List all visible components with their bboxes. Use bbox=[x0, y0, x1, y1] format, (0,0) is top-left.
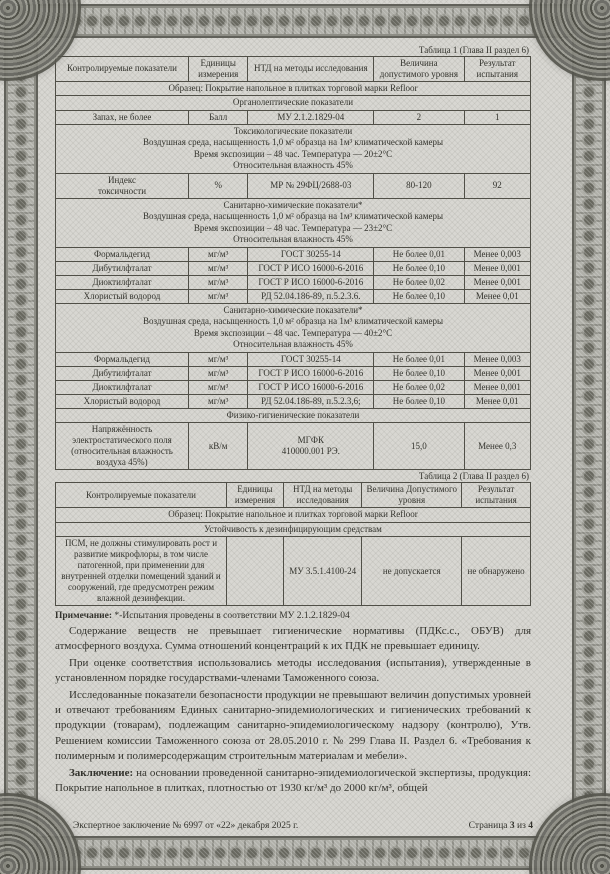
section-cell: Санитарно-химические показатели* Воздушная среда, насыщенность 1,0 м² образца на 1м³ климатической камеры Время экспозиции – 48 час. Температура — 40±2°С Относительная влажность 45% bbox=[56, 303, 531, 352]
table-cell: мг/м³ bbox=[189, 394, 248, 408]
page-indicator: Страница 3 из 4 bbox=[468, 821, 533, 831]
test-results-table-1 bbox=[55, 56, 531, 470]
table-cell: РД 52.04.186-89, п.5.2.3.6. bbox=[248, 289, 374, 303]
section-row bbox=[56, 408, 531, 423]
footer bbox=[55, 821, 533, 831]
table-row bbox=[56, 289, 531, 303]
table-row bbox=[56, 352, 531, 366]
section-row bbox=[56, 508, 531, 523]
table-cell: Балл bbox=[189, 110, 248, 124]
table-cell: МГФК 410000.001 РЭ. bbox=[248, 423, 374, 470]
note-label: Примечание: bbox=[55, 610, 113, 621]
table-row bbox=[56, 261, 531, 275]
table-cell: не обнаружено bbox=[462, 537, 531, 606]
table-cell: Формальдегид bbox=[56, 248, 189, 262]
table-cell: ГОСТ Р ИСО 16000-6-2016 bbox=[248, 261, 374, 275]
section-cell: Устойчивость к дезинфицирующим средствам bbox=[56, 522, 531, 537]
conclusion-label: Заключение: bbox=[69, 766, 134, 779]
table-cell: 2 bbox=[374, 110, 464, 124]
guilloche-border-left-icon bbox=[4, 4, 38, 870]
table-row bbox=[56, 366, 531, 380]
section-row bbox=[56, 81, 531, 96]
column-header: Величина Допустимого уровня bbox=[362, 483, 462, 508]
table-cell: Менее 0,01 bbox=[464, 394, 531, 408]
table1-caption: Таблица 1 (Глава II раздел 6) bbox=[418, 45, 529, 55]
table-cell: РД 52.04.186-89, п.5.2.3,6; bbox=[248, 394, 374, 408]
table-cell: Не более 0,01 bbox=[374, 352, 464, 366]
table-cell: Менее 0,003 bbox=[464, 248, 531, 262]
table-cell: мг/м³ bbox=[189, 275, 248, 289]
table-cell: Напряжённость электростатического поля (относительная влажность воздуха 45%) bbox=[56, 423, 189, 470]
table-row bbox=[56, 380, 531, 394]
table-cell: % bbox=[189, 174, 248, 199]
column-header: Величина допустимого уровня bbox=[374, 57, 464, 82]
test-results-table-2 bbox=[55, 482, 531, 606]
note-line bbox=[55, 611, 531, 621]
table-cell: мг/м³ bbox=[189, 261, 248, 275]
column-header: НТД на методы исследования bbox=[284, 483, 362, 508]
table-cell: ГОСТ Р ИСО 16000-6-2016 bbox=[248, 275, 374, 289]
table-cell: мг/м³ bbox=[189, 380, 248, 394]
body-paragraph-1: Содержание веществ не превышает гигиенические нормативы (ПДКс.с., ОБУВ) для атмосферного воздуха. Сумма отношений концентраций к их ПДК не превышает единицу. bbox=[55, 624, 531, 653]
column-header: НТД на методы исследования bbox=[248, 57, 374, 82]
corner-rosette-top-right-icon bbox=[532, 0, 610, 78]
table-cell: Менее 0,01 bbox=[464, 289, 531, 303]
table-cell: МР № 29ФЦ/2688-03 bbox=[248, 174, 374, 199]
table-cell: Запах, не более bbox=[56, 110, 189, 124]
table-cell: 15,0 bbox=[374, 423, 464, 470]
table-row bbox=[56, 537, 531, 606]
table2-caption: Таблица 2 (Глава II раздел 6) bbox=[418, 471, 529, 482]
section-row bbox=[56, 96, 531, 111]
table-cell: Формальдегид bbox=[56, 352, 189, 366]
table-cell: Менее 0,001 bbox=[464, 261, 531, 275]
table-cell: 80-120 bbox=[374, 174, 464, 199]
table-cell: мг/м³ bbox=[189, 352, 248, 366]
table-cell: ГОСТ Р ИСО 16000-6-2016 bbox=[248, 366, 374, 380]
table-row bbox=[56, 275, 531, 289]
notes-section bbox=[55, 611, 531, 796]
table-row bbox=[56, 248, 531, 262]
table-cell: ГОСТ 30255-14 bbox=[248, 248, 374, 262]
table-cell: Менее 0,003 bbox=[464, 352, 531, 366]
table-row bbox=[56, 174, 531, 199]
column-header: Контролируемые показатели bbox=[56, 483, 227, 508]
guilloche-border-bottom-icon bbox=[4, 836, 606, 870]
table-cell: Менее 0,3 bbox=[464, 423, 531, 470]
column-header: Единицы измерения bbox=[189, 57, 248, 82]
table-cell: МУ 2.1.2.1829-04 bbox=[248, 110, 374, 124]
body-paragraph-3: Исследованные показатели безопасности продукции не превышают величин допустимых уровней и отвечают требованиям Единых санитарно-эпидемиологических и гигиенических требований к продукции (товарам), подлежащим санитарно-эпидемиологическому надзору (контролю), Утв. Решением комиссии Таможенного союза от 28.05.2010 г. № 299 Глава II. Раздел 6. «Требования к полимерным и полимерсодержащим строительным материалам и мебели». bbox=[55, 688, 531, 763]
section-cell: Образец: Покрытие напольное в плитках торговой марки Refloor bbox=[56, 81, 531, 96]
section-row bbox=[56, 124, 531, 173]
document-number: Экспертное заключение № 6997 от «22» декабря 2025 г. bbox=[73, 821, 299, 831]
table-cell: Индекс токсичности bbox=[56, 174, 189, 199]
column-header: Результат испытания bbox=[464, 57, 531, 82]
table-cell: Менее 0,001 bbox=[464, 366, 531, 380]
table-cell: кВ/м bbox=[189, 423, 248, 470]
body-paragraph-2: При оценке соответствия использовались методы исследования (испытания), утвержденные в установленном порядке государствами-членами Таможенного союза. bbox=[55, 656, 531, 685]
table-cell: ГОСТ Р ИСО 16000-6-2016 bbox=[248, 380, 374, 394]
table-cell bbox=[227, 537, 284, 606]
table-cell: Дибутилфталат bbox=[56, 261, 189, 275]
table-cell: Хлористый водород bbox=[56, 289, 189, 303]
table-row bbox=[56, 110, 531, 124]
table-cell: Диоктилфталат bbox=[56, 275, 189, 289]
column-header: Единицы измерения bbox=[227, 483, 284, 508]
note-text: *-Испытания проведены в соответствии МУ 2.1.2.1829-04 bbox=[114, 610, 350, 621]
corner-rosette-bottom-left-icon bbox=[0, 796, 78, 874]
document-body bbox=[55, 44, 531, 797]
section-cell: Санитарно-химические показатели* Воздушная среда, насыщенность 1,0 м² образца на 1м³ климатической камеры Время экспозиции – 48 час. Температура — 23±2°С Относительная влажность 45% bbox=[56, 198, 531, 247]
column-header: Результат испытания bbox=[462, 483, 531, 508]
table-cell: ГОСТ 30255-14 bbox=[248, 352, 374, 366]
table-cell: мг/м³ bbox=[189, 289, 248, 303]
table-cell: Не более 0,02 bbox=[374, 380, 464, 394]
section-row bbox=[56, 522, 531, 537]
table-cell: Дибутилфталат bbox=[56, 366, 189, 380]
table-cell: мг/м³ bbox=[189, 366, 248, 380]
section-cell: Органолептические показатели bbox=[56, 96, 531, 111]
table-cell: Не более 0,01 bbox=[374, 248, 464, 262]
table-cell: Диоктилфталат bbox=[56, 380, 189, 394]
section-cell: Образец: Покрытие напольное и плитках торговой марки Refloor bbox=[56, 508, 531, 523]
table-row bbox=[56, 394, 531, 408]
table-cell: мг/м³ bbox=[189, 248, 248, 262]
conclusion-paragraph bbox=[55, 766, 531, 797]
table-cell: Не более 0,10 bbox=[374, 289, 464, 303]
column-header: Контролируемые показатели bbox=[56, 57, 189, 82]
table-row bbox=[56, 423, 531, 470]
table-cell: 92 bbox=[464, 174, 531, 199]
table-cell: МУ 3.5.1.4100-24 bbox=[284, 537, 362, 606]
table-cell: Менее 0,001 bbox=[464, 275, 531, 289]
table-cell: ПСМ, не должны стимулировать рост и развитие микрофлоры, в том числе патогенной, при применении для внутренней отделки помещений зданий и сооружений, где предусмотрен режим влажной дезинфекции. bbox=[56, 537, 227, 606]
table-cell: Не более 0,10 bbox=[374, 261, 464, 275]
section-row bbox=[56, 303, 531, 352]
conclusion-text: на основании проведенной санитарно-эпидемиологической экспертизы, продукция: Покрытие напольное в плитках, плотностью от 1930 кг/м³ до 2000 кг/м³, общей bbox=[55, 766, 532, 794]
section-cell: Токсикологические показатели Воздушная среда, насыщенность 1,0 м² образца на 1м³ климатической камеры Время экспозиции – 48 час. Температура — 20±2°С Относительная влажность 45% bbox=[56, 124, 531, 173]
corner-rosette-bottom-right-icon bbox=[532, 796, 610, 874]
table-cell: Не более 0,10 bbox=[374, 394, 464, 408]
guilloche-border-right-icon bbox=[572, 4, 606, 870]
table-cell: 1 bbox=[464, 110, 531, 124]
section-row bbox=[56, 198, 531, 247]
table-cell: Не более 0,10 bbox=[374, 366, 464, 380]
table-cell: Менее 0,001 bbox=[464, 380, 531, 394]
table-cell: Хлористый водород bbox=[56, 394, 189, 408]
table-cell: не допускается bbox=[362, 537, 462, 606]
table-cell: Не более 0,02 bbox=[374, 275, 464, 289]
section-cell: Физико-гигиенические показатели bbox=[56, 408, 531, 423]
guilloche-border-top-icon bbox=[4, 4, 606, 38]
